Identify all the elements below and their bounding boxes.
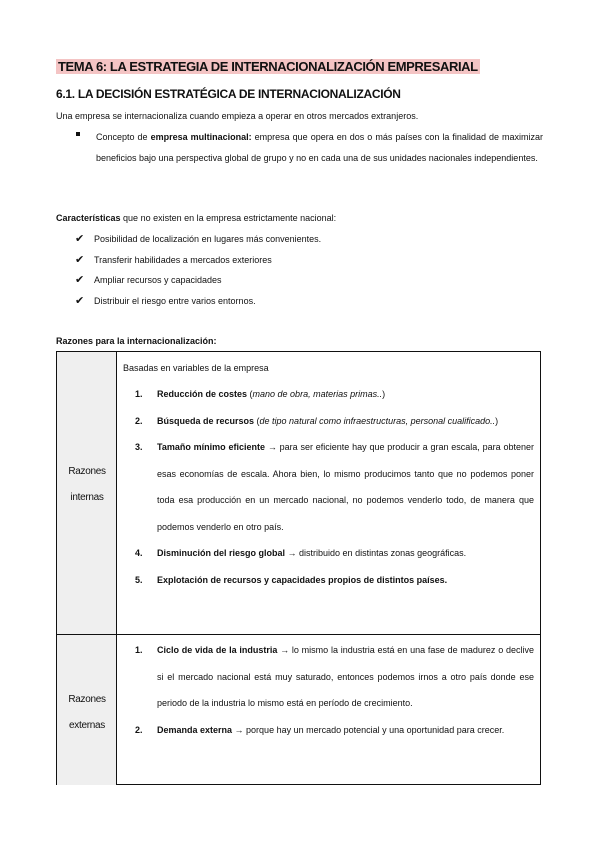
internal-content-cell bbox=[117, 352, 540, 634]
reasons-table bbox=[56, 351, 541, 785]
section-heading: 6.1. LA DECISIÓN ESTRATÉGICA DE INTERNACIONALIZACIÓN bbox=[56, 87, 401, 101]
external-label-line2: externas bbox=[69, 720, 105, 731]
title-highlight: TEMA 6: LA ESTRATEGIA DE INTERNACIONALIZACIÓN EMPRESARIAL bbox=[58, 59, 478, 74]
checkmark-icon: ✔ bbox=[75, 294, 85, 307]
concept-text: Concepto de empresa multinacional: empresa que opera en dos o más países con la finalidad de maximizar beneficios bajo una perspectiva global de grupo y no en cada una de sus unidades nacionales independientes. bbox=[96, 132, 543, 163]
list-item: 1. Ciclo de vida de la industria → lo mismo la industria está en una fase de madurez o declive si el mercado nacional está muy saturado, entonces podemos irnos a otro país donde ese periodo de la industria lo mismo está en período de crecimiento. bbox=[135, 645, 534, 708]
internal-label-cell bbox=[57, 352, 117, 634]
list-item: ✔ Distribuir el riesgo entre varios entornos. bbox=[56, 291, 321, 312]
table-row-internal bbox=[57, 352, 540, 635]
external-content-cell bbox=[117, 635, 540, 785]
characteristics-list bbox=[56, 229, 321, 311]
page-title bbox=[56, 58, 480, 75]
checkmark-icon: ✔ bbox=[75, 253, 85, 266]
internal-reasons-list bbox=[135, 381, 534, 593]
list-item: 5. Explotación de recursos y capacidades propios de distintos países. bbox=[135, 574, 448, 585]
table-row-external bbox=[57, 635, 540, 785]
intro-paragraph: Una empresa se internacionaliza cuando empieza a operar en otros mercados extranjeros. bbox=[56, 111, 419, 121]
list-item: 3. Tamaño mínimo eficiente → para ser eficiente hay que producir a gran escala, para obtener esas economías de escala. Ahora bien, lo mismo producimos tanto que no podemos poner toda esa producción en un mercado nacional, no podemos venderlo todo, de manera que podemos venderlo en otro país. bbox=[135, 442, 534, 532]
checkmark-icon: ✔ bbox=[75, 233, 85, 245]
external-label-line1: Razones bbox=[68, 694, 106, 705]
list-item: ✔ Posibilidad de localización en lugares más convenientes. bbox=[56, 229, 321, 250]
characteristics-heading: Características que no existen en la empresa estrictamente nacional: bbox=[56, 213, 337, 223]
checkmark-icon: ✔ bbox=[75, 274, 85, 286]
external-reasons-list bbox=[135, 637, 534, 743]
list-item: 1. Reducción de costes (mano de obra, materias primas..) bbox=[135, 389, 386, 399]
list-item: 2. Demanda externa → porque hay un mercado potencial y una oportunidad para crecer. bbox=[135, 724, 505, 735]
concept-term: empresa multinacional: bbox=[150, 132, 252, 142]
external-label-cell bbox=[57, 635, 117, 785]
internal-label-line2: internas bbox=[70, 492, 104, 503]
internal-label-line1: Razones bbox=[68, 466, 106, 477]
reasons-heading: Razones para la internacionalización: bbox=[56, 336, 217, 346]
concept-list-item bbox=[56, 127, 543, 168]
internal-header: Basadas en variables de la empresa bbox=[123, 363, 269, 373]
square-bullet-icon bbox=[76, 132, 80, 136]
list-item: ✔ Ampliar recursos y capacidades bbox=[56, 270, 321, 291]
list-item: ✔ Transferir habilidades a mercados exteriores bbox=[56, 250, 321, 271]
list-item: 4. Disminución del riesgo global → distribuido en distintas zonas geográficas. bbox=[135, 548, 467, 558]
list-item: 2. Búsqueda de recursos (de tipo natural como infraestructuras, personal cualificado..) bbox=[135, 415, 499, 426]
